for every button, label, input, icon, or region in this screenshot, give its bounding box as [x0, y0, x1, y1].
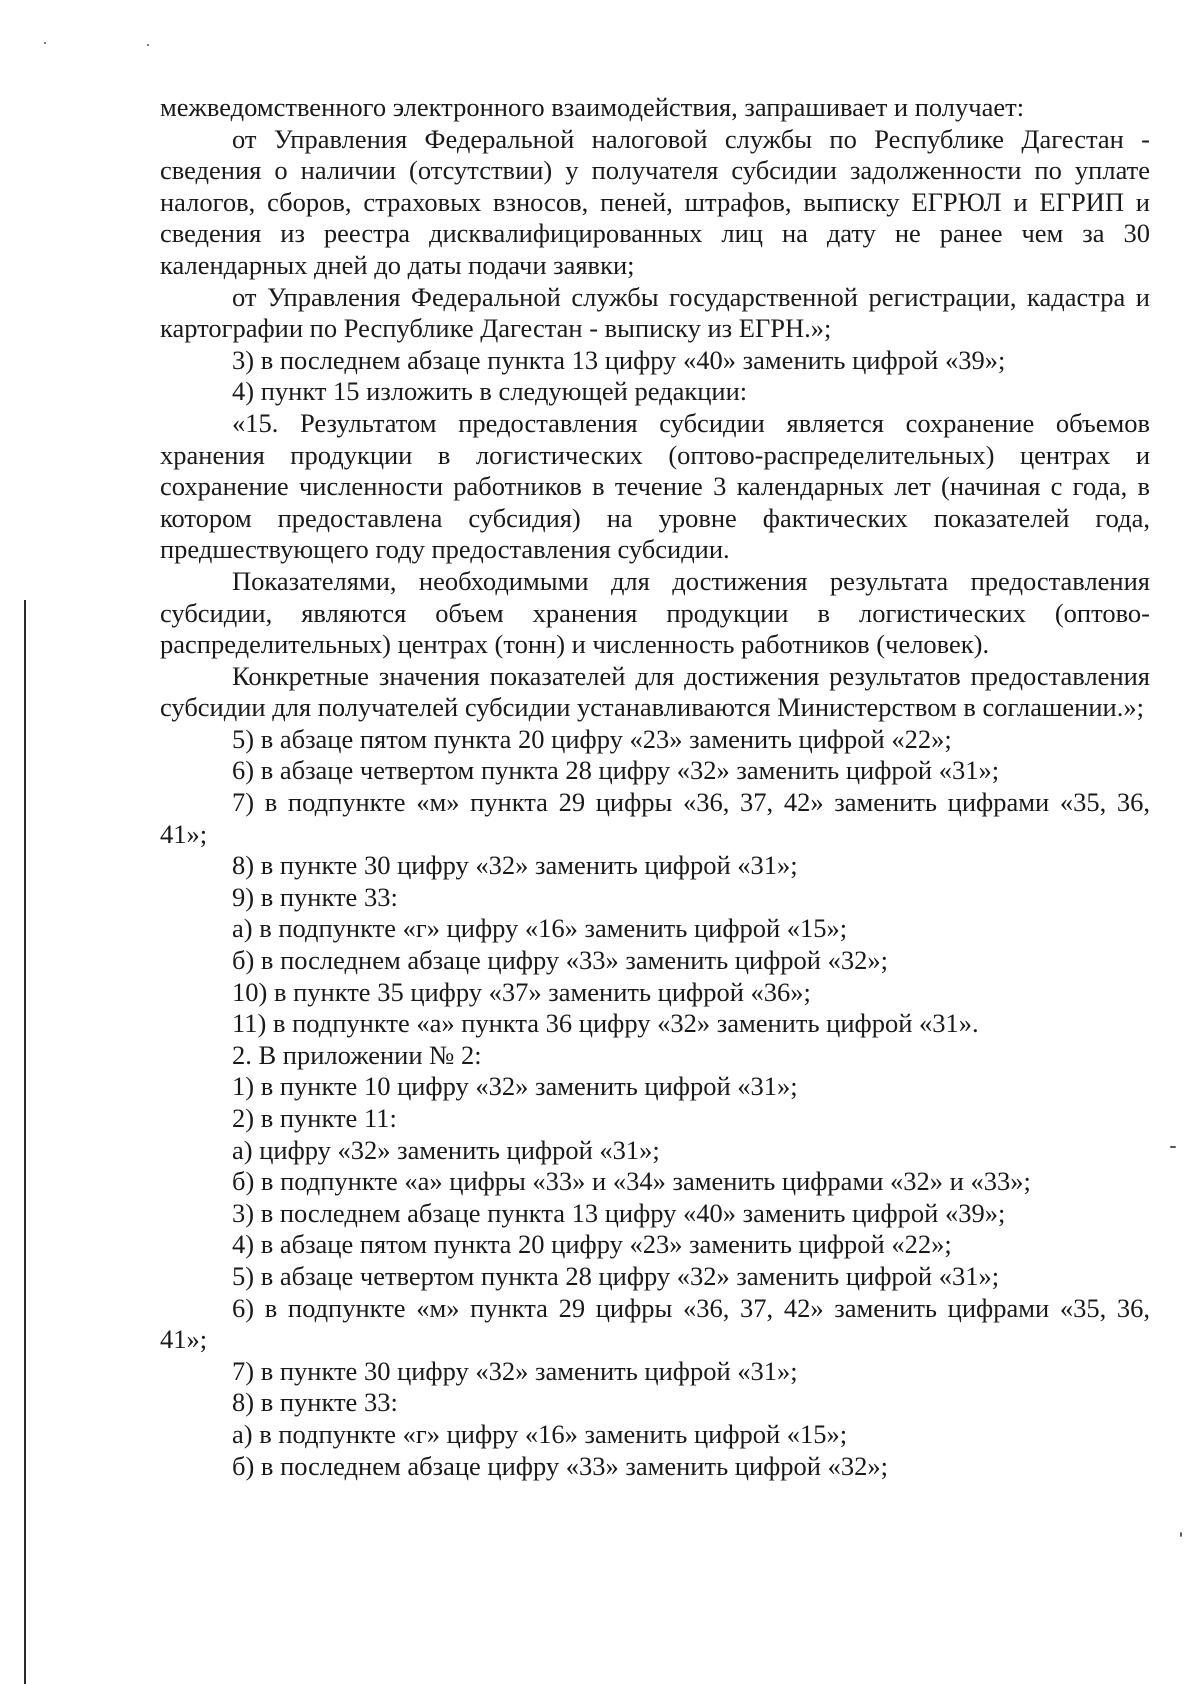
paragraph: 10) в пункте 35 цифру «37» заменить цифрой «36»;	[232, 976, 811, 1007]
paragraph: 3) в последнем абзаце пункта 13 цифру «40» заменить цифрой «39»;	[232, 344, 1006, 375]
paragraph: от Управления Федеральной службы государственной регистрации, кадастра и картографии по Республике Дагестан - выписку из ЕГРН.»;	[160, 281, 1150, 344]
left-scan-edge	[24, 600, 26, 1684]
paragraph: б) в последнем абзаце цифру «33» заменить цифрой «32»;	[232, 1450, 888, 1481]
paragraph: Конкретные значения показателей для достижения результатов предоставления субсидии для получателей субсидии устанавливаются Министерством в соглашении.»;	[160, 660, 1150, 723]
scan-speck	[1180, 1532, 1182, 1537]
document-body	[160, 92, 1150, 1482]
paragraph: 2. В приложении № 2:	[232, 1039, 482, 1070]
paragraph: а) в подпункте «г» цифру «16» заменить цифрой «15»;	[232, 913, 848, 944]
paragraph: а) цифру «32» заменить цифрой «31»;	[232, 1134, 660, 1165]
paragraph: 4) в абзаце пятом пункта 20 цифру «23» заменить цифрой «22»;	[232, 1229, 952, 1260]
scan-speck	[147, 44, 149, 46]
paragraph: 2) в пункте 11:	[232, 1103, 397, 1133]
paragraph: от Управления Федеральной налоговой службы по Республике Дагестан - сведения о наличии (отсутствии) у получателя субсидии задолженности по уплате налогов, сборов, страховых взносов, пеней, штрафов, выписку ЕГРЮЛ и ЕГРИП и сведения из реестра дисквалифицированных лиц на дату не ранее чем за 30 календарных дней до даты подачи заявки;	[160, 123, 1150, 280]
paragraph: 4) пункт 15 изложить в следующей редакции:	[232, 376, 748, 407]
paragraph: 7) в подпункте «м» пункта 29 цифры «36, 37, 42» заменить цифрами «35, 36, 41»;	[160, 787, 1150, 849]
paragraph: 3) в последнем абзаце пункта 13 цифру «40» заменить цифрой «39»;	[232, 1197, 1006, 1228]
paragraph: 8) в пункте 33:	[232, 1387, 398, 1418]
paragraph: 1) в пункте 10 цифру «32» заменить цифрой «31»;	[232, 1071, 798, 1102]
paragraph: межведомственного электронного взаимодействия, запрашивает и получает:	[160, 92, 1025, 122]
paragraph: 6) в подпункте «м» пункта 29 цифры «36, 37, 42» заменить цифрами «35, 36, 41»;	[160, 1292, 1150, 1355]
paragraph: 5) в абзаце четвертом пункта 28 цифру «32» заменить цифрой «31»;	[232, 1260, 1000, 1291]
paragraph: б) в подпункте «а» цифры «33» и «34» заменить цифрами «32» и «33»;	[232, 1166, 1031, 1197]
paragraph: 9) в пункте 33:	[232, 881, 398, 912]
paragraph: 7) в пункте 30 цифру «32» заменить цифрой «31»;	[232, 1355, 798, 1386]
scan-speck	[44, 42, 46, 44]
paragraph: а) в подпункте «г» цифру «16» заменить цифрой «15»;	[232, 1418, 848, 1449]
paragraph: «15. Результатом предоставления субсидии является сохранение объемов хранения продукции в логистических (оптово-распределительных) центрах и сохранение численности работников в течение 3 календарных лет (начиная с года, в котором предоставлена субсидия) на уровне фактических показателей года, предшествующего году предоставления субсидии.	[160, 407, 1150, 565]
paragraph: 5) в абзаце пятом пункта 20 цифру «23» заменить цифрой «22»;	[232, 723, 952, 754]
paragraph: 11) в подпункте «а» пункта 36 цифру «32» заменить цифрой «31».	[232, 1008, 979, 1039]
paragraph: б) в последнем абзаце цифру «33» заменить цифрой «32»;	[232, 945, 888, 976]
paragraph: 6) в абзаце четвертом пункта 28 цифру «32» заменить цифрой «31»;	[232, 755, 1000, 786]
paragraph: 8) в пункте 30 цифру «32» заменить цифрой «31»;	[232, 850, 798, 881]
paragraph: Показателями, необходимыми для достижения результата предоставления субсидии, являются объем хранения продукции в логистических (оптово-распределительных) центрах (тонн) и численность работников (человек).	[160, 565, 1150, 660]
scan-speck	[1170, 1146, 1176, 1148]
